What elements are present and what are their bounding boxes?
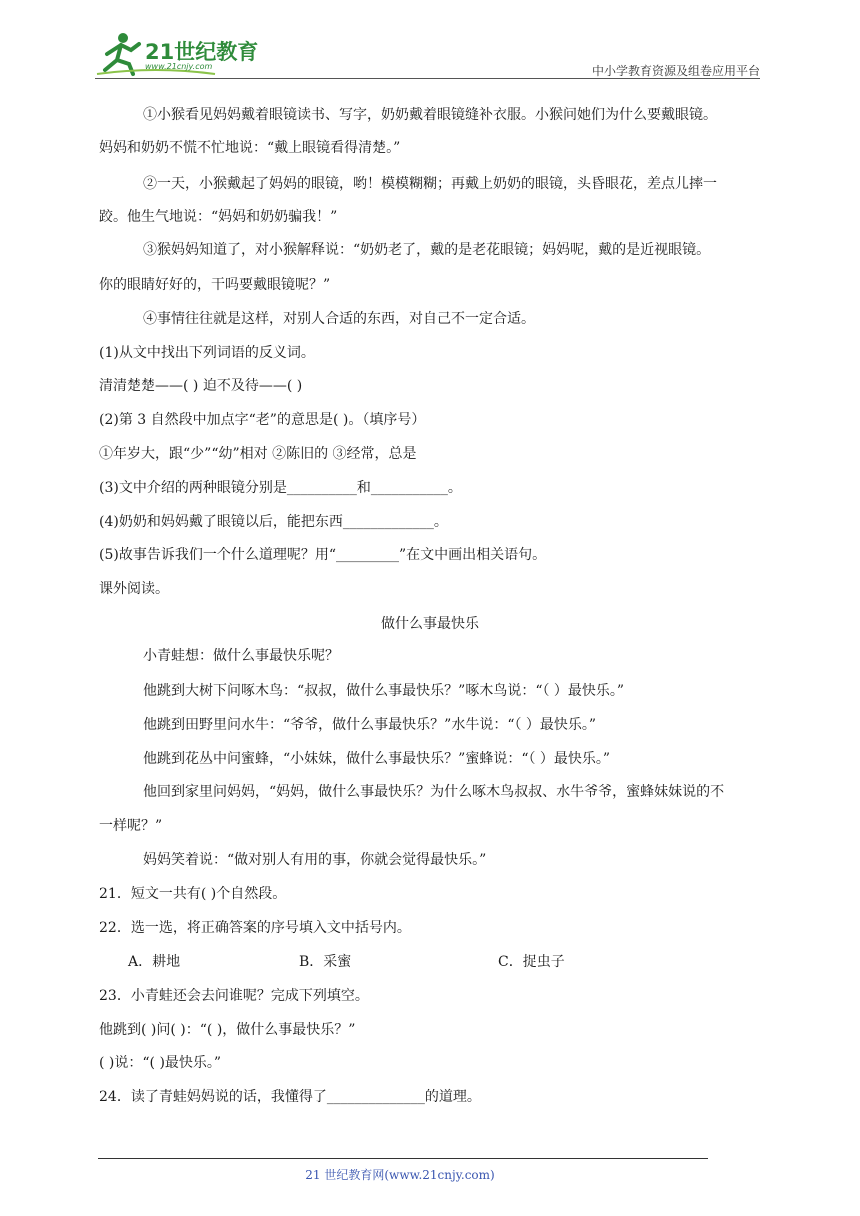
option-c: C．捉虫子 <box>498 954 565 970</box>
question-1-items: 清清楚楚——( ) 迫不及待——( ) <box>99 378 303 394</box>
platform-name: 中小学教育资源及组卷应用平台 <box>591 64 760 78</box>
passage2-sentence-2: 他跳到大树下问啄木鸟：“叔叔，做什么事最快乐？”啄木鸟说：“（ ）最快乐。” <box>143 683 625 699</box>
question-23-line-1: 他跳到( )问( )：“( )，做什么事最快乐？” <box>99 1022 356 1038</box>
logo-url: www.21cnjy.com <box>145 62 213 71</box>
question-24: 24．读了青蛙妈妈说的话，我懂得了______________的道理。 <box>99 1089 481 1105</box>
question-5: (5)故事告诉我们一个什么道理呢？用“_________”在文中画出相关语句。 <box>99 547 547 563</box>
paragraph-2-cont: 跤。他生气地说：“妈妈和奶奶骗我！” <box>99 209 338 225</box>
question-21: 21．短文一共有( )个自然段。 <box>99 886 287 902</box>
passage2-sentence-5: 他回到家里问妈妈，“妈妈，做什么事最快乐？为什么啄木鸟叔叔、水牛爷爷，蜜蜂妹妹说的不 <box>143 784 725 800</box>
passage-title: 做什么事最快乐 <box>381 616 479 632</box>
option-a: A．耕地 <box>128 954 181 970</box>
question-1: (1)从文中找出下列词语的反义词。 <box>99 345 315 361</box>
passage2-sentence-4: 他跳到花丛中问蜜蜂，“小妹妹，做什么事最快乐？”蜜蜂说：“（ ）最快乐。” <box>143 751 611 767</box>
logo-text: 21世纪教育 <box>145 40 259 64</box>
section-label: 课外阅读。 <box>99 581 169 597</box>
paragraph-3-cont: 你的眼睛好好的，干吗要戴眼镜呢？” <box>99 277 331 293</box>
option-b: B．采蜜 <box>299 954 352 970</box>
passage2-sentence-5-cont: 一样呢？” <box>99 818 163 834</box>
footer-divider <box>98 1158 708 1159</box>
footer-text: 21 世纪教育网(www.21cnjy.com) <box>305 1168 495 1182</box>
paragraph-1-cont: 妈妈和奶奶不慌不忙地说：“戴上眼镜看得清楚。” <box>99 140 401 156</box>
paragraph-2: ②一天，小猴戴起了妈妈的眼镜，哟！模模糊糊；再戴上奶奶的眼镜，头昏眼花，差点儿摔一 <box>143 176 717 192</box>
question-2: (2)第 3 自然段中加点字“老”的意思是( )。（填序号） <box>99 412 426 428</box>
question-2-options: ①年岁大，跟“少”“幼”相对 ②陈旧的 ③经常，总是 <box>99 446 417 462</box>
question-4: (4)奶奶和妈妈戴了眼镜以后，能把东西_____________。 <box>99 514 448 530</box>
question-23-line-2: ( )说：“( )最快乐。” <box>99 1055 222 1071</box>
paragraph-3: ③猴妈妈知道了，对小猴解释说：“奶奶老了，戴的是老花眼镜；妈妈呢，戴的是近视眼镜。 <box>143 242 711 258</box>
question-23: 23．小青蛙还会去问谁呢？完成下列填空。 <box>99 988 369 1004</box>
paragraph-4: ④事情往往就是这样，对别人合适的东西，对自己不一定合适。 <box>143 311 535 327</box>
passage2-sentence-3: 他跳到田野里问水牛：“爷爷，做什么事最快乐？”水牛说：“（ ）最快乐。” <box>143 717 597 733</box>
page-header <box>95 30 760 80</box>
passage2-sentence-6: 妈妈笑着说：“做对别人有用的事，你就会觉得最快乐。” <box>143 852 487 868</box>
question-3: (3)文中介绍的两种眼镜分别是__________和___________。 <box>99 480 462 496</box>
passage2-sentence-1: 小青蛙想：做什么事最快乐呢？ <box>143 648 339 664</box>
header-divider <box>95 78 760 79</box>
paragraph-1: ①小猴看见妈妈戴着眼镜读书、写字，奶奶戴着眼镜缝补衣服。小猴问她们为什么要戴眼镜。 <box>143 107 717 123</box>
question-22: 22．选一选，将正确答案的序号填入文中括号内。 <box>99 920 411 936</box>
